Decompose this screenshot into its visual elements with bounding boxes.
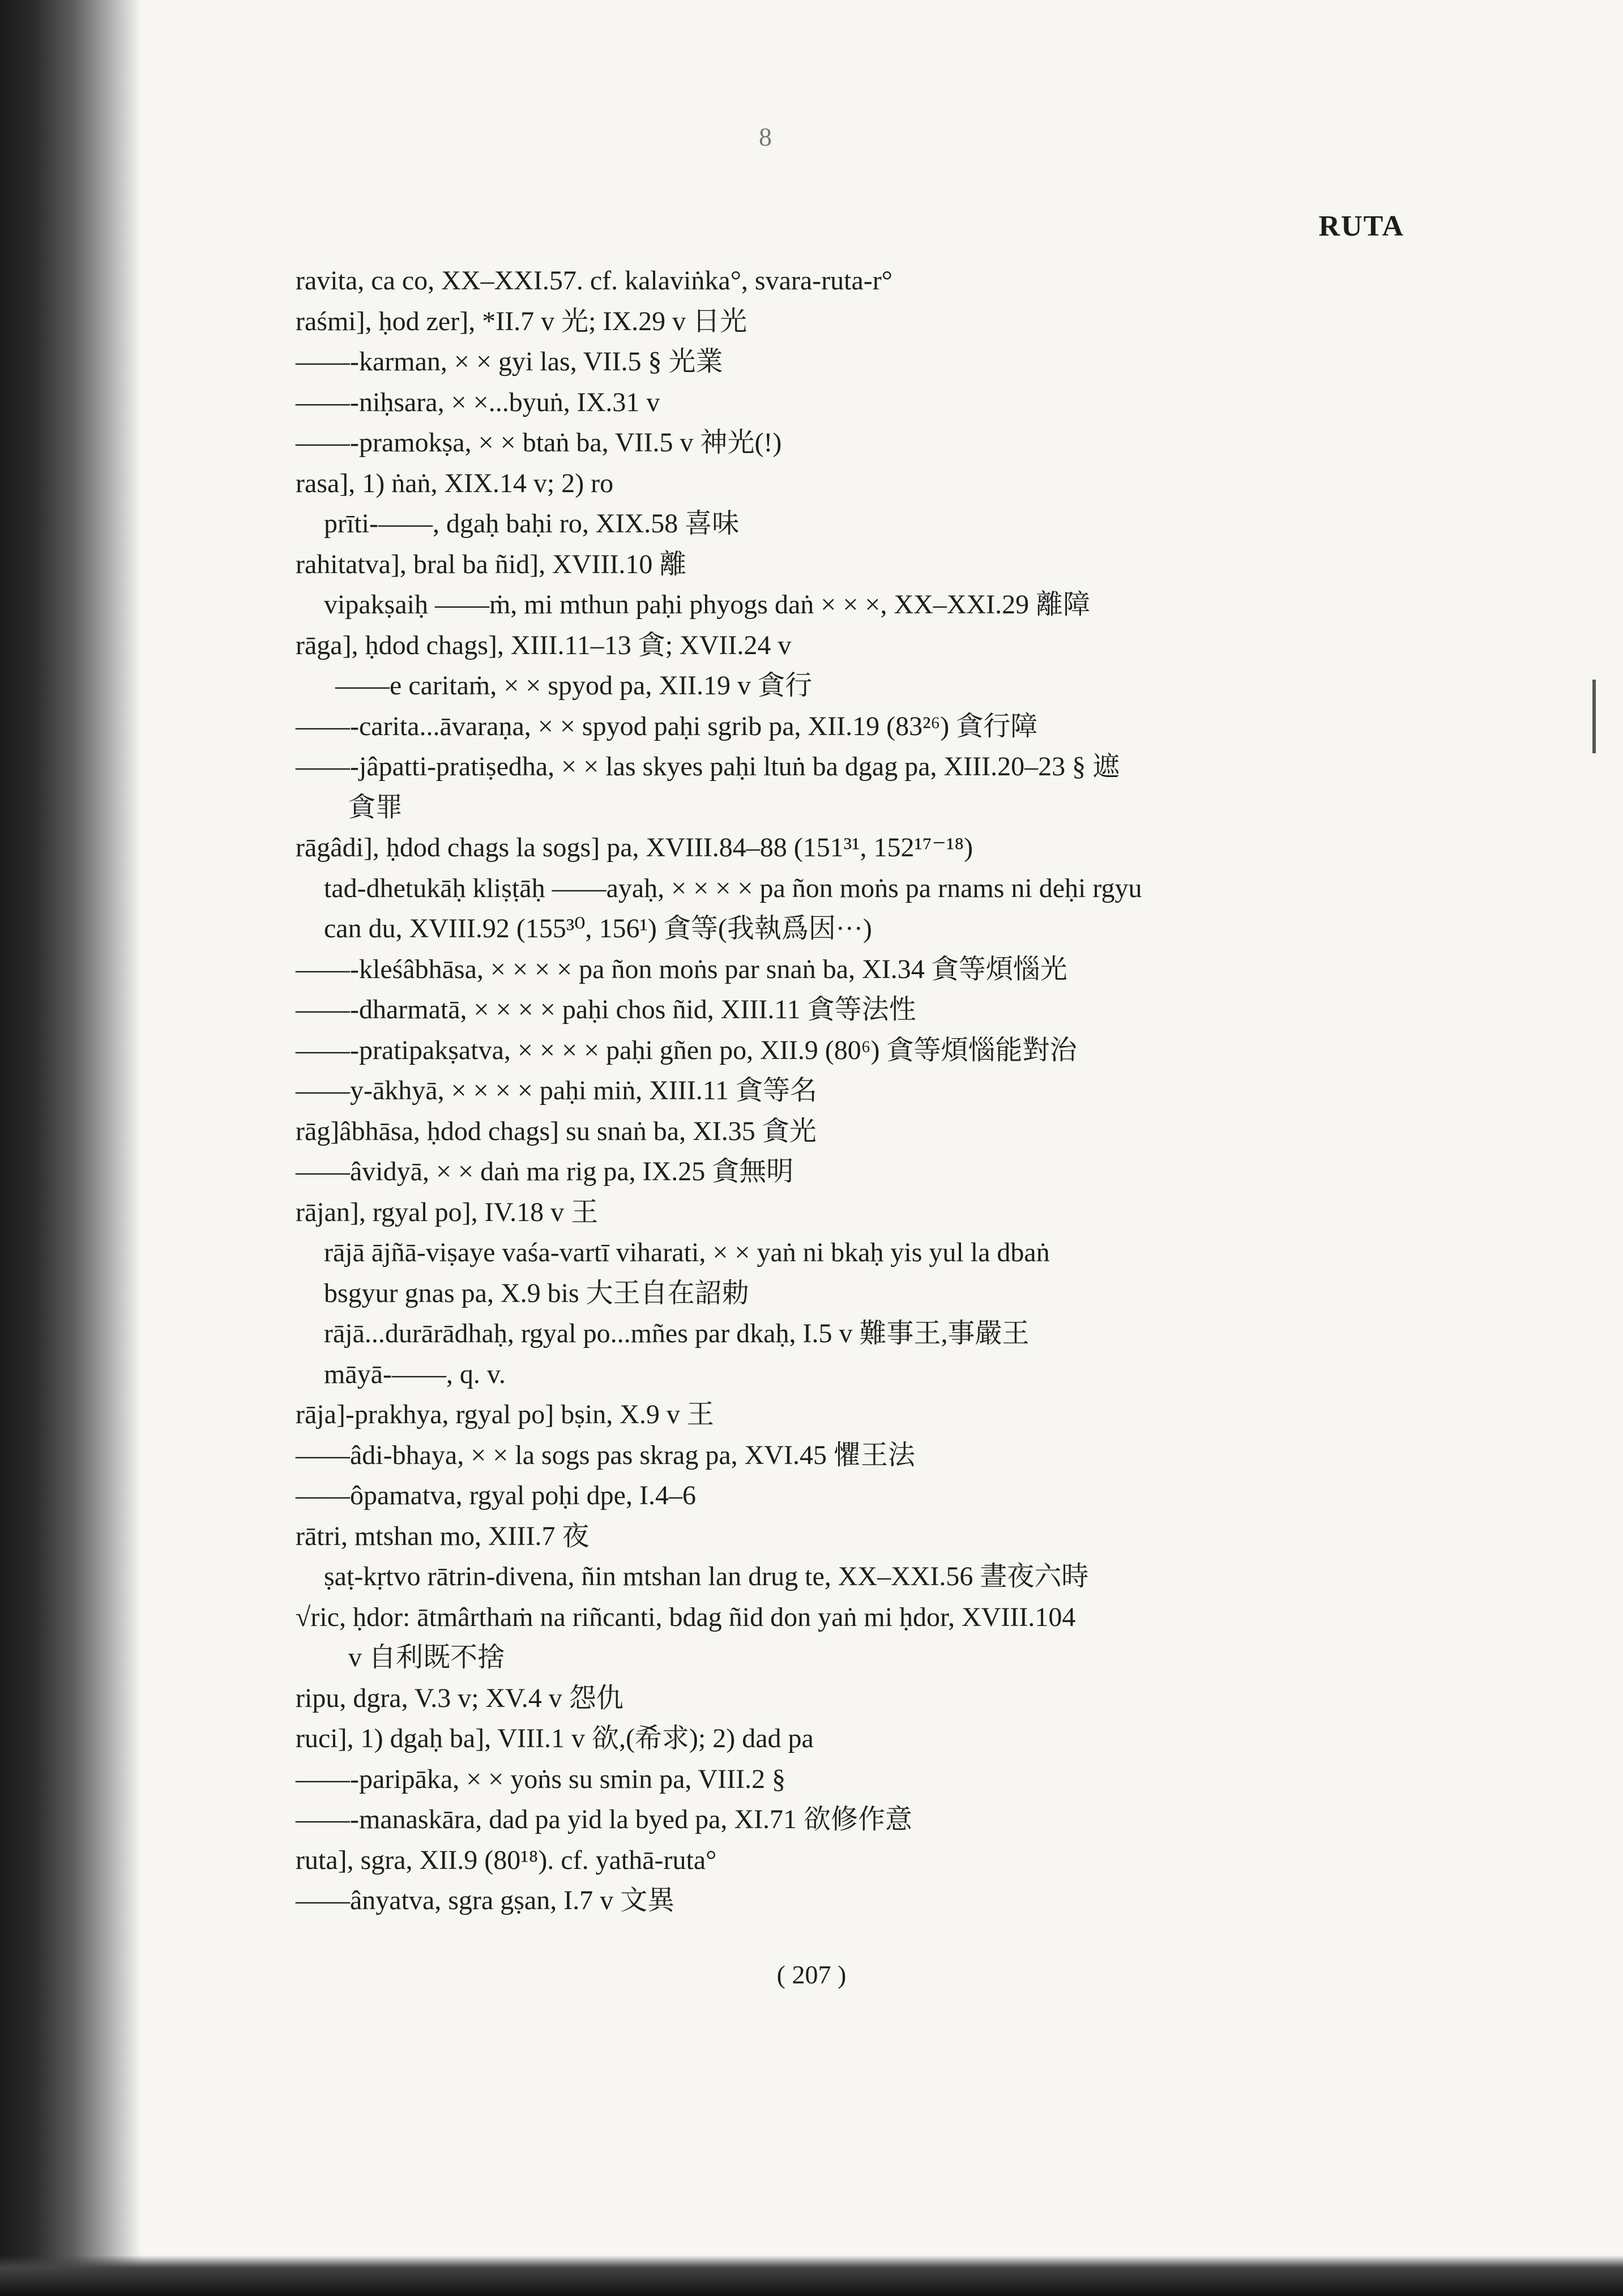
dictionary-entries — [296, 261, 1428, 1921]
entry-line: rājā ājñā-viṣaye vaśa-vartī viharati, × × yaṅ ni bkaḥ yis yul la dbaṅ — [324, 1237, 1050, 1268]
entry-line: ——-kleśâbhāsa, × × × × pa ñon moṅs par snaṅ ba, XI.34 貪等煩惱光 — [296, 954, 1067, 984]
entry-line: ——-paripāka, × × yoṅs su smin pa, VIII.2 § — [296, 1764, 786, 1794]
entry-line: raśmi], ḥod zer], *II.7 v 光; IX.29 v 日光 — [296, 306, 748, 336]
entry-line: ——ânyatva, sgra gṣan, I.7 v 文異 — [296, 1885, 675, 1915]
entry-line: prīti-——, dgaḥ baḥi ro, XIX.58 喜味 — [324, 509, 740, 539]
margin-pencil-mark — [1592, 680, 1596, 753]
entry-line: ——-manaskāra, dad pa yid la byed pa, XI.71 欲修作意 — [296, 1804, 913, 1834]
entry-line: ——ôpamatva, rgyal poḥi dpe, I.4–6 — [296, 1480, 696, 1510]
entry-line: ——-pratipakṣatva, × × × × paḥi gñen po, XII.9 (80⁶) 貪等煩惱能對治 — [296, 1035, 1077, 1065]
entry-line: ——y-ākhyā, × × × × paḥi miṅ, XIII.11 貪等名 — [296, 1076, 818, 1106]
entry-line: can du, XVIII.92 (155³⁰, 156¹) 貪等(我執爲因···) — [324, 914, 872, 944]
entry-line: rātri, mtshan mo, XIII.7 夜 — [296, 1521, 590, 1551]
entry-line: rājan], rgyal po], IV.18 v 王 — [296, 1197, 599, 1227]
page-number: ( 207 ) — [776, 1960, 847, 1989]
entry-line: 貪罪 — [348, 792, 403, 822]
entry-line: √ric, ḥdor: ātmârthaṁ na riñcanti, bdag ñid don yaṅ mi ḥdor, XVIII.104 — [296, 1602, 1076, 1632]
entry-line: ripu, dgra, V.3 v; XV.4 v 怨仇 — [296, 1683, 623, 1713]
entry-line: rāja]-prakhya, rgyal po] bṣin, X.9 v 王 — [296, 1399, 714, 1429]
scan-shadow-left — [0, 0, 142, 2296]
entry-line: v 自利既不捨 — [348, 1642, 505, 1672]
entry-line: rāg]âbhāsa, ḥdod chags] su snaṅ ba, XI.35 貪光 — [296, 1116, 817, 1146]
entry-line: ruta], sgra, XII.9 (80¹⁸). cf. yathā-ruta° — [296, 1845, 717, 1875]
entry-line: ṣaṭ-kṛtvo rātrin-divena, ñin mtshan lan drug te, XX–XXI.56 晝夜六時 — [324, 1561, 1089, 1591]
top-mark: 8 — [759, 122, 772, 151]
entry-line: ruci], 1) dgaḥ ba], VIII.1 v 欲,(希求); 2) dad pa — [296, 1723, 814, 1753]
entry-line: ——-niḥsara, × ×...byuṅ, IX.31 v — [296, 387, 660, 417]
entry-line: māyā-——, q. v. — [324, 1359, 506, 1389]
entry-line: ——-carita...āvaraṇa, × × spyod paḥi sgrib pa, XII.19 (83²⁶) 貪行障 — [296, 711, 1038, 741]
entry-line: ——-jâpatti-pratiṣedha, × × las skyes paḥi ltuṅ ba dgag pa, XIII.20–23 § 遮 — [296, 752, 1120, 782]
entry-line: rāgâdi], ḥdod chags la sogs] pa, XVIII.84–88 (151³¹, 152¹⁷⁻¹⁸) — [296, 833, 973, 863]
entry-line: rājā...durārādhaḥ, rgyal po...mñes par dkaḥ, I.5 v 難事王,事嚴王 — [324, 1318, 1030, 1348]
scan-shadow-bottom — [0, 2255, 1623, 2296]
entry-line: rāga], ḥdod chags], XIII.11–13 貪; XVII.24 v — [296, 630, 792, 660]
entry-line: ——-karman, × × gyi las, VII.5 § 光業 — [296, 347, 723, 377]
entry-line: ——âvidyā, × × daṅ ma rig pa, IX.25 貪無明 — [296, 1156, 794, 1187]
entry-line: rahitatva], bral ba ñid], XVIII.10 離 — [296, 549, 687, 579]
entry-line: ——-dharmatā, × × × × paḥi chos ñid, XIII.11 貪等法性 — [296, 995, 916, 1025]
entry-line: rasa], 1) ṅaṅ, XIX.14 v; 2) ro — [296, 468, 614, 498]
entry-line: ——e caritaṁ, × × spyod pa, XII.19 v 貪行 — [335, 671, 812, 701]
entry-line: tad-dhetukāḥ kliṣṭāḥ ——ayaḥ, × × × × pa ñon moṅs pa rnams ni deḥi rgyu — [324, 873, 1142, 903]
entry-line: ——-pramokṣa, × × btaṅ ba, VII.5 v 神光(!) — [296, 428, 782, 458]
entry-line: ravita, ca co, XX–XXI.57. cf. kalaviṅka°, svara-ruta-r° — [296, 266, 892, 296]
running-head: RUTA — [1318, 210, 1404, 242]
entry-line: vipakṣaiḥ ——ṁ, mi mthun paḥi phyogs daṅ × × ×, XX–XXI.29 離障 — [324, 590, 1091, 620]
entry-line: bsgyur gnas pa, X.9 bis 大王自在詔勅 — [324, 1278, 749, 1308]
entry-line: ——âdi-bhaya, × × la sogs pas skrag pa, XVI.45 懼王法 — [296, 1440, 915, 1470]
